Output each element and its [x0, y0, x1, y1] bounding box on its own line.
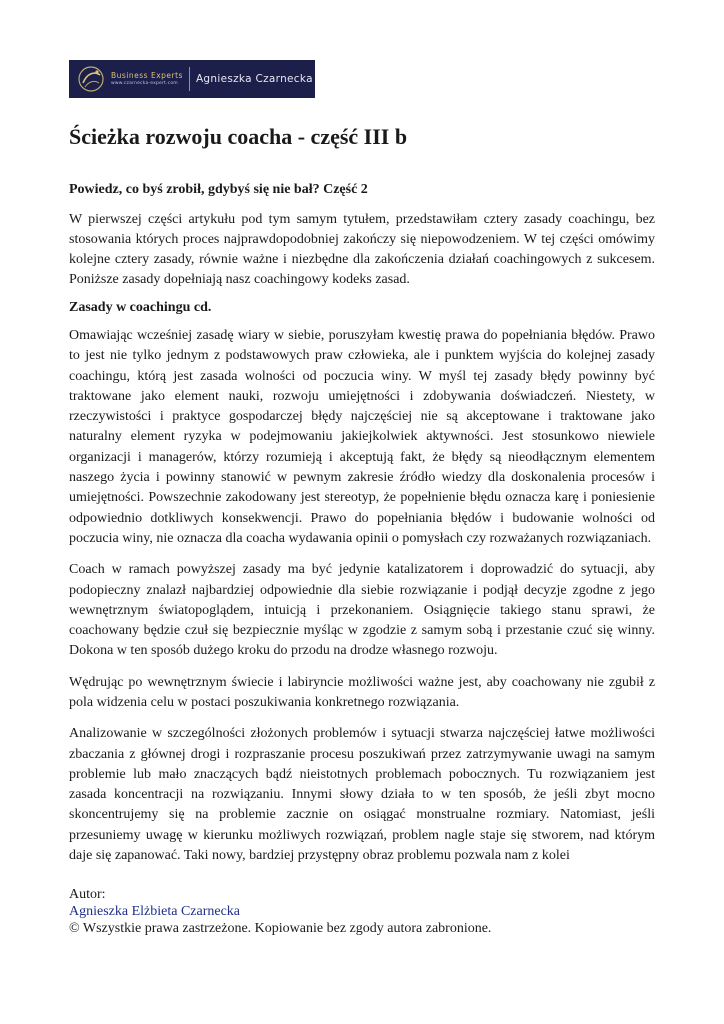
logo-divider — [189, 67, 190, 91]
company-logo[interactable] — [69, 60, 315, 98]
intro-paragraph: W pierwszej części artykułu pod tym samym tytułem, przedstawiłam cztery zasady coachingu, bez stosowania których proces najprawdopodobniej zakończy się niepowodzeniem. W tej części omówimy kolejne cztery zasady, równie ważne i niezbędne dla zakończenia działań coachingowych z sukcesem. Poniższe zasady dopełniają nasz coachingowy kodeks zasad. — [69, 211, 655, 288]
logo-url-text: www.czarnecka-expert.com — [111, 81, 178, 86]
logo-text-block — [111, 72, 183, 87]
article-footer — [69, 886, 669, 937]
body-paragraph-3: Wędrując po wewnętrznym świecie i labiryncie możliwości ważne jest, aby coachowany nie zgubił z pola widzenia celu w postaci poszukiwania konkretnego rozwiązania. — [69, 674, 655, 710]
copyright-notice: © Wszystkie prawa zastrzeżone. Kopiowanie bez zgody autora zabronione. — [69, 921, 492, 936]
logo-person-name: Agnieszka Czarnecka — [195, 73, 313, 85]
logo-emblem-icon — [75, 63, 107, 95]
article-subtitle: Powiedz, co byś zrobił, gdybyś się nie bał? Część 2 — [69, 182, 368, 198]
body-paragraph-4: Analizowanie w szczególności złożonych problemów i sytuacji stwarza najczęściej łatwe możliwości zbaczania z głównej drogi i rozpraszanie procesu poszukiwań przez zatrzymywanie uwagi na samym problemie lub mało znaczących bądź nieistotnych problemach pobocznych. Tu rozwiązaniem jest zasada koncentracji na rozwiązaniu. Innymi słowy działa to w ten sposób, że jeśli zbyt mocno skoncentrujemy się na problemie zacznie on osiągać monstrualne rozmiary. Natomiast, jeśli przesuniemy uwagę w kierunku możliwych rozwiązań, problem nagle staje się stworem, nad którym daje się zapanować. Taki nowy, bardziej przystępny obraz problemu pozwala nam z kolei — [69, 726, 655, 864]
author-label: Autor: — [69, 887, 106, 902]
body-paragraph-2: Coach w ramach powyższej zasady ma być jedynie katalizatorem i doprowadzić do sytuacji, aby podopieczny znalazł najbardziej odpowiednie dla siebie rozwiązanie i podjął decyzje zgodne z jego wewnętrznym światopoglądem, intuicją i przekonaniem. Osiągnięcie takiego stanu sprawi, że coachowany będzie czuł się bezpiecznie myśląc w zgodzie z samym sobą i przestanie czuć się winny. Dokona w ten sposób dużego kroku do przodu na drodze własnego rozwoju. — [69, 562, 655, 659]
body-paragraph-1: Omawiając wcześniej zasadę wiary w siebie, poruszyłam kwestię prawa do popełniania błędów. Prawo to jest nie tylko jednym z podstawowych praw człowieka, ale i punktem wyjścia do kolejnej zasady coachingu, którą jest zasada wolności od poczucia winy. W myśl tej zasady błędy powinny być traktowane jako element nauki, rozwoju umiejętności i zdobywania doświadczeń. Niestety, w rzeczywistości i praktyce gospodarczej błędy najczęściej nie są akceptowane i traktowane jako naturalny element ryzyka w podejmowaniu jakiejkolwiek aktywności. Jest stosunkowo niewiele organizacji i managerów, którzy rozumieją i akceptują fakt, że błędy są nieodłącznym elementem naszego życia i powinny stanowić w pewnym zakresie źródło wiedzy dla doskonalenia procesów i umiejętności. Powszechnie zakodowany jest stereotyp, że popełnienie błędu oznacza karę i poniesienie odpowiednio dotkliwych konsekwencji. Prawo do popełniania błędów i budowanie wolności od poczucia winy, nie oznacza dla coacha wydawania opinii o pomysłach czy rozważanych rozwiązaniach. — [69, 327, 655, 546]
author-name-link[interactable]: Agnieszka Elżbieta Czarnecka — [69, 904, 241, 919]
article-title: Ścieżka rozwoju coacha - część III b — [69, 124, 408, 149]
logo-brand-text: Business Experts — [111, 70, 183, 80]
article-page — [69, 60, 655, 866]
section-heading: Zasady w coachingu cd. — [69, 299, 212, 315]
